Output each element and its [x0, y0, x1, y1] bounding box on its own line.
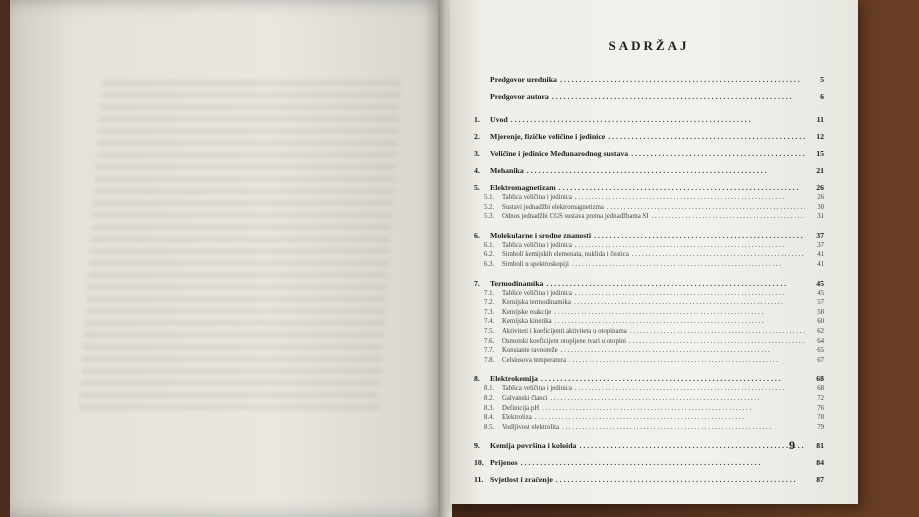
entry-page: 67	[817, 356, 824, 364]
entry-number: 7.5.	[484, 327, 495, 335]
entry-label: Definicija pH	[502, 404, 540, 412]
toc-subsection	[474, 346, 824, 356]
leader-dots	[541, 373, 805, 384]
entry-label: Elektrokemija	[490, 374, 538, 384]
toc-subsection	[474, 413, 824, 423]
entry-page: 84	[816, 458, 824, 468]
entry-label: Simboli kemijskih elemenata, nuklida i čestica	[502, 251, 629, 259]
toc-chapter	[474, 114, 824, 125]
entry-label: Tablice veličina i jedinica	[502, 289, 572, 297]
entry-label: Predgovor urednika	[490, 75, 557, 84]
entry-label: Vodljivost elektrolita	[502, 423, 560, 431]
toc-chapter	[474, 373, 824, 384]
entry-page: 15	[816, 149, 824, 158]
entry-number: 5.3.	[484, 213, 495, 221]
leader-dots	[632, 250, 805, 260]
show-through-text	[78, 80, 401, 410]
entry-label: Celsiusova temperatura	[502, 356, 566, 364]
entry-number: 6.	[474, 230, 480, 240]
entry-number: 8.4.	[484, 414, 495, 422]
entry-page: 41	[817, 260, 824, 268]
leader-dots	[579, 440, 805, 451]
entry-label: Termodinamika	[490, 278, 544, 288]
toc-subsection	[474, 404, 824, 414]
entry-label: Elektromagnetizam	[490, 183, 556, 192]
leader-dots	[562, 423, 805, 433]
toc-subsection	[474, 250, 824, 260]
entry-number: 6.1.	[484, 241, 495, 249]
entry-page: 68	[816, 374, 824, 384]
entry-number: 6.2.	[484, 251, 495, 259]
entry-number: 8.1.	[484, 385, 495, 393]
entry-number: 7.7.	[484, 347, 495, 355]
entry-number: 3.	[474, 149, 480, 158]
toc-subsection	[474, 423, 824, 433]
leader-dots	[559, 182, 805, 193]
leader-dots	[569, 356, 805, 366]
entry-number: 5.2.	[484, 203, 495, 211]
toc-chapter	[474, 457, 824, 468]
entry-page: 21	[816, 166, 824, 175]
entry-page: 26	[816, 183, 824, 192]
entry-label: Odnos jednadžbi CGS sustava prema jednadžbama SI	[502, 213, 649, 221]
toc-subsection	[474, 260, 824, 270]
entry-number: 5.	[474, 183, 480, 192]
toc-chapter	[474, 165, 824, 176]
entry-label: Osmotski koeficijent otopljene tvari u otopini	[502, 337, 627, 345]
entry-page: 65	[817, 347, 824, 355]
entry-label: Kemijske reakcije	[502, 308, 552, 316]
entry-number: 7.4.	[484, 318, 495, 326]
entry-number: 8.5.	[484, 423, 495, 431]
entry-page: 60	[817, 318, 824, 326]
entry-page: 45	[816, 278, 824, 288]
leader-dots	[527, 165, 805, 176]
entry-label: Elektroliza	[502, 414, 532, 422]
leader-dots	[555, 317, 805, 327]
leader-dots	[572, 260, 805, 270]
entry-number: 5.1.	[484, 194, 495, 201]
entry-label: Uvod	[490, 115, 508, 124]
entry-label: Kemijska termodinamika	[502, 299, 571, 307]
entry-page: 81	[816, 441, 824, 451]
entry-label: Sustavi jednadžbi elektromagnetizma	[502, 203, 604, 211]
toc-chapter	[474, 474, 824, 485]
entry-page: 12	[816, 132, 824, 141]
toc-subsection	[474, 289, 824, 299]
right-page	[450, 0, 858, 504]
entry-number: 8.	[474, 374, 480, 384]
leader-dots	[574, 298, 805, 308]
entry-page: 37	[817, 241, 824, 249]
toc-subsection	[474, 212, 824, 222]
entry-label: Prijenos	[490, 458, 518, 468]
entry-label: Svjetlost i zračenje	[490, 475, 553, 485]
toc-subsection	[474, 394, 824, 404]
toc-subsection	[474, 193, 824, 203]
leader-dots	[630, 327, 805, 337]
entry-number: 1.	[474, 115, 480, 124]
entry-page: 41	[817, 251, 824, 259]
entry-page: 5	[820, 75, 824, 84]
entry-page: 45	[817, 289, 824, 297]
leader-dots	[542, 404, 805, 414]
leader-dots	[561, 346, 805, 356]
toc-subsection	[474, 308, 824, 318]
entry-number: 7.1.	[484, 289, 495, 297]
toc-chapter	[474, 148, 824, 159]
toc-front-entry	[474, 74, 824, 85]
leader-dots	[550, 394, 805, 404]
toc-body	[474, 74, 824, 491]
entry-page: 79	[817, 423, 824, 431]
leader-dots	[607, 203, 805, 213]
toc-chapter	[474, 131, 824, 142]
toc-subsection	[474, 317, 824, 327]
leader-dots	[631, 148, 805, 159]
leader-dots	[546, 278, 805, 289]
leader-dots	[594, 230, 805, 241]
toc-subsection	[474, 203, 824, 213]
entry-label: Kemija površina i koloida	[490, 441, 577, 451]
toc-subsection	[474, 384, 824, 394]
entry-label: Tablica veličina i jedinica	[502, 241, 572, 249]
leader-dots	[521, 457, 805, 468]
entry-page: 11	[816, 115, 824, 124]
leader-dots	[556, 474, 805, 485]
toc-chapter	[474, 182, 824, 193]
entry-label: Aktiviteti i koeficijenti aktiviteta u otopinama	[502, 327, 627, 335]
entry-number: 7.6.	[484, 337, 495, 345]
entry-number: 7.3.	[484, 308, 495, 316]
entry-number: 8.3.	[484, 404, 495, 412]
leader-dots	[554, 308, 805, 318]
entry-page: 58	[817, 308, 824, 316]
leader-dots	[575, 241, 805, 251]
toc-chapter	[474, 278, 824, 289]
leader-dots	[535, 413, 805, 423]
entry-number: 8.2.	[484, 394, 495, 402]
entry-label: Mehanika	[490, 166, 524, 175]
leader-dots	[575, 193, 805, 203]
entry-label: Mjerenje, fizičke veličine i jedinice	[490, 132, 606, 141]
toc-subsection	[474, 298, 824, 308]
entry-page: 87	[816, 475, 824, 485]
entry-number: 7.8.	[484, 356, 495, 364]
entry-label: Tablica veličina i jedinica	[502, 385, 572, 393]
entry-page: 26	[817, 194, 824, 201]
leader-dots	[552, 91, 805, 102]
entry-page: 6	[820, 92, 824, 101]
entry-page: 31	[817, 213, 824, 221]
left-page	[10, 0, 445, 517]
entry-page: 64	[817, 337, 824, 345]
leader-dots	[651, 212, 805, 222]
leader-dots	[629, 337, 805, 347]
entry-label: Veličine i jedinice Međunarodnog sustava	[490, 149, 629, 158]
entry-label: Tablica veličina i jedinica	[502, 194, 572, 201]
entry-number: 7.2.	[484, 299, 495, 307]
leader-dots	[608, 131, 805, 142]
entry-page: 62	[817, 327, 824, 335]
entry-label: Galvanski članci	[502, 394, 548, 402]
entry-page: 72	[817, 394, 824, 402]
table-of-contents	[474, 38, 824, 491]
entry-number: 9.	[474, 441, 480, 451]
leader-dots	[511, 114, 805, 125]
toc-chapter	[474, 230, 824, 241]
entry-page: 78	[817, 414, 824, 422]
page-number: 9	[789, 438, 795, 452]
entry-page: 37	[816, 230, 824, 240]
toc-subsection	[474, 337, 824, 347]
leader-dots	[560, 74, 805, 85]
toc-subsection	[474, 327, 824, 337]
entry-page: 76	[817, 404, 824, 412]
toc-title: SADRŽAJ	[608, 38, 690, 53]
entry-number: 4.	[474, 166, 480, 175]
entry-page: 30	[817, 203, 824, 211]
entry-label: Molekularne i srodne znanosti	[490, 230, 592, 240]
leader-dots	[575, 289, 805, 299]
leader-dots	[575, 384, 805, 394]
entry-label: Kemijska kinetika	[502, 318, 552, 326]
entry-number: 6.3.	[484, 260, 495, 268]
entry-page: 68	[817, 385, 824, 393]
entry-number: 7.	[474, 278, 480, 288]
entry-number: 2.	[474, 132, 480, 141]
entry-label: Konstante ravnoteže	[502, 347, 558, 355]
entry-number: 11.	[474, 475, 484, 485]
toc-subsection	[474, 356, 824, 366]
entry-label: Simboli u spektroskopiji	[502, 260, 569, 268]
toc-subsection	[474, 241, 824, 251]
entry-page: 57	[817, 299, 824, 307]
entry-label: Predgovor autora	[490, 92, 549, 101]
toc-front-entry	[474, 91, 824, 102]
toc-chapter	[474, 440, 824, 451]
entry-number: 10.	[474, 458, 484, 468]
